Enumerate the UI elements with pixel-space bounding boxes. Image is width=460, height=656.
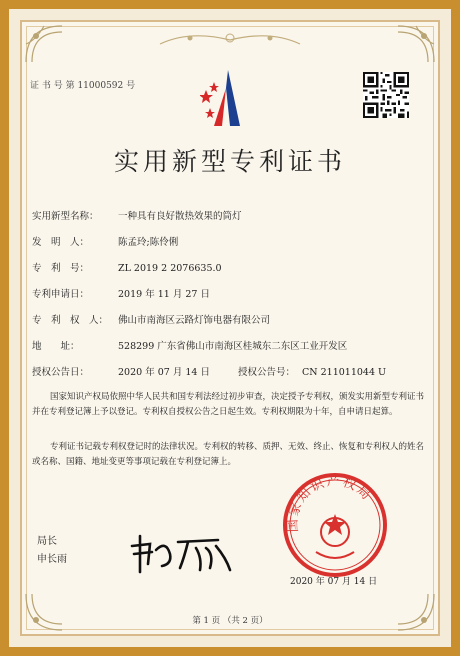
field-value: 2019 年 11 月 27 日 <box>118 289 210 300</box>
field-label: 专 利 号： <box>32 263 90 274</box>
chief-name: 申长雨 <box>37 554 67 565</box>
official-seal-icon <box>280 470 390 580</box>
field-application-date <box>32 286 210 300</box>
corner-ornament-icon <box>392 588 438 634</box>
page-footer: 第 1 页 （共 2 页） <box>192 616 268 626</box>
seal-date: 2020 年 07 月 14 日 <box>290 577 378 587</box>
field-label: 实用新型名称： <box>32 211 99 222</box>
corner-ornament-icon <box>22 588 68 634</box>
field-value: 佛山市南海区云路灯饰电器有限公司 <box>118 315 271 326</box>
field-inventor <box>32 234 178 248</box>
field-label: 发 明 人： <box>32 237 90 248</box>
field-label: 授权公告号： <box>238 367 296 378</box>
field-label: 授权公告日： <box>32 367 90 378</box>
seal-text: 国家知识产权局 <box>285 474 375 533</box>
field-label: 专利申请日： <box>32 289 90 300</box>
field-value: CN 211011044 U <box>302 367 387 378</box>
field-patentee <box>32 312 270 326</box>
cnipa-logo-icon <box>200 68 254 128</box>
top-ornament-icon <box>150 28 310 50</box>
field-utility-model-name <box>32 208 242 222</box>
field-grant-date <box>32 364 386 378</box>
qr-code-icon <box>363 72 409 118</box>
field-value: 2020 年 07 月 14 日 <box>118 367 210 378</box>
certificate-number: 证 书 号 第 11000592 号 <box>30 81 136 91</box>
certificate-title: 实用新型专利证书 <box>113 147 346 176</box>
chief-title: 局长 <box>37 536 57 547</box>
field-value: ZL 2019 2 2076635.0 <box>118 263 222 274</box>
field-value: 陈孟玲;陈伶俐 <box>118 237 179 248</box>
field-label: 地 址： <box>32 341 80 352</box>
signature-icon <box>126 528 236 578</box>
legal-status-paragraph: 专利证书记载专利权登记时的法律状况。专利权的转移、质押、无效、终止、恢复和专利权人的姓名或名称、国籍、地址变更等事项记载在专利登记簿上。 <box>32 442 425 467</box>
field-address <box>32 338 347 352</box>
field-value: 528299 广东省佛山市南海区桂城东二东区工业开发区 <box>118 341 348 352</box>
corner-ornament-icon <box>22 22 68 68</box>
field-label: 专 利 权 人： <box>32 315 109 326</box>
field-value: 一种具有良好散热效果的筒灯 <box>118 211 242 222</box>
corner-ornament-icon <box>392 22 438 68</box>
grant-paragraph: 国家知识产权局依照中华人民共和国专利法经过初步审查，决定授予专利权，颁发实用新型专利证书并在专利登记簿上予以登记。专利权自授权公告之日起生效。专利权期限为十年，自申请日起算。 <box>32 392 425 417</box>
field-patent-number <box>32 260 222 274</box>
